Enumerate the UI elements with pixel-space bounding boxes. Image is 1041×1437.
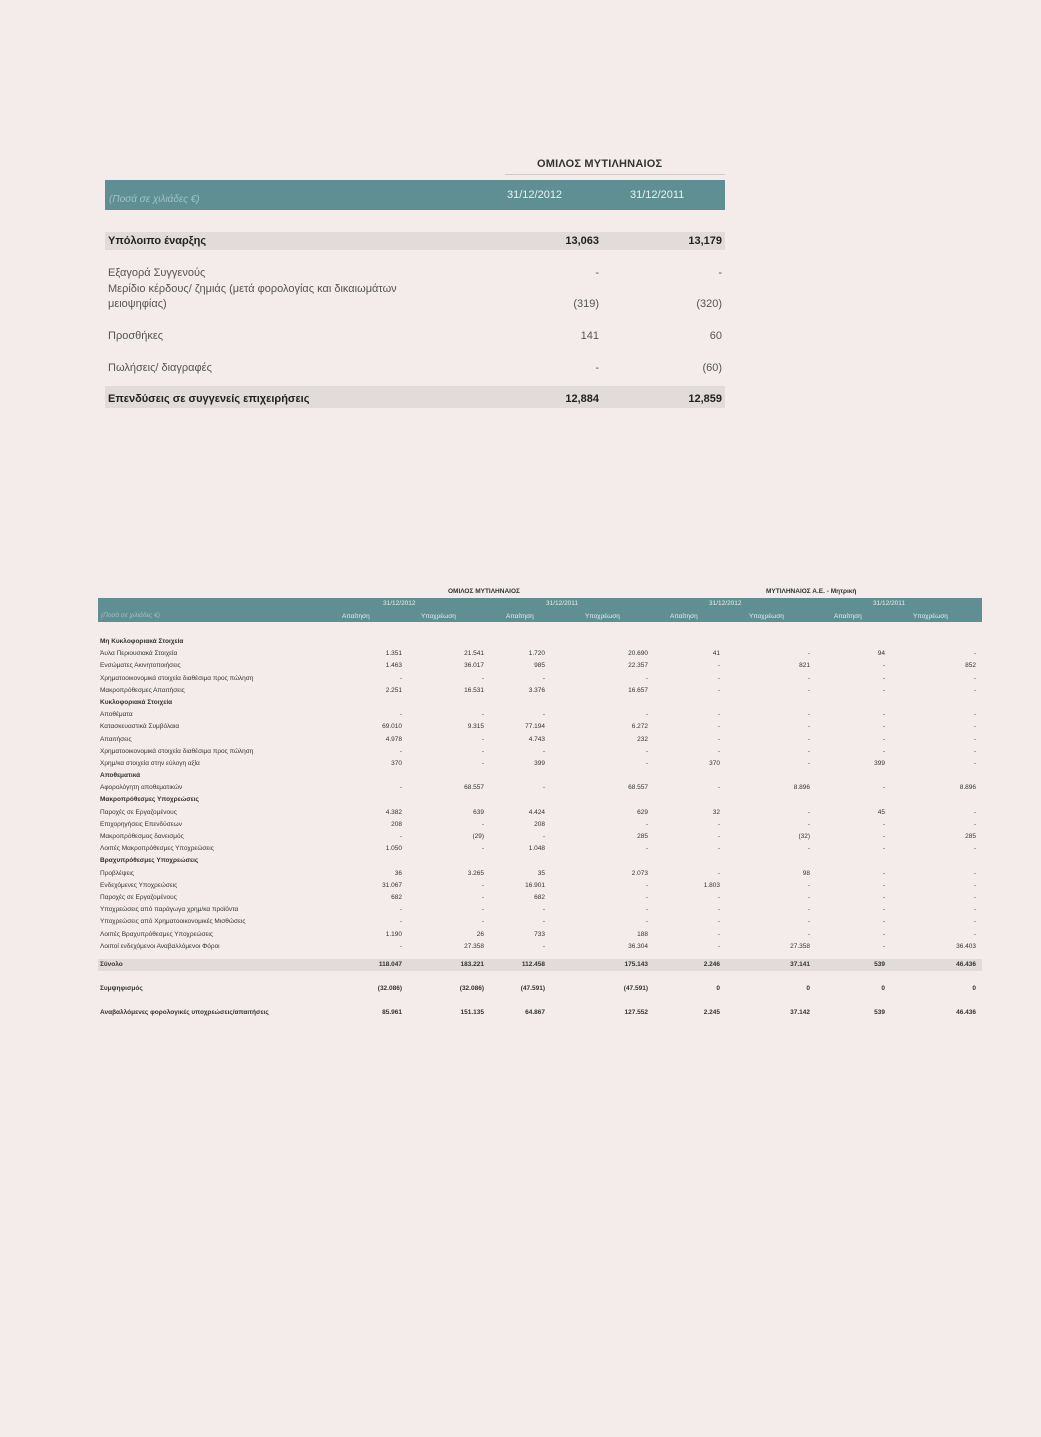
cell-value: (47.591) <box>520 985 545 993</box>
cell-value: 1.720 <box>528 650 545 658</box>
table-body <box>98 636 982 1019</box>
group-title-parent: ΜΥΤΙΛΗΝΑΙΟΣ Α.Ε. - Μητρική <box>766 588 857 595</box>
cell-value: - <box>399 942 402 950</box>
cell-value: 27.358 <box>464 942 484 950</box>
row-label: Ενσώματες Ακινητοποιήσεις <box>100 662 181 670</box>
cell-value: (32.086) <box>459 985 484 993</box>
cell-value: 2.251 <box>385 686 402 694</box>
cell-value: - <box>973 686 976 694</box>
table-row <box>98 746 982 758</box>
cell-value: 852 <box>965 662 976 670</box>
cell-value: - <box>717 918 720 926</box>
cell-value: 183.221 <box>460 960 484 968</box>
row-label: Συμψηφισμός <box>100 985 143 993</box>
row-label: Αποθέματα <box>100 711 133 719</box>
table-row-disposals <box>105 359 725 377</box>
cell-value: 1.190 <box>385 930 402 938</box>
cell-value: - <box>717 662 720 670</box>
cell-value: 2.073 <box>631 869 648 877</box>
row-label: Λοιπές Βραχυπρόθεσμες Υποχρεώσεις <box>100 930 214 938</box>
cell-value: 175.143 <box>624 960 648 968</box>
cell-value: 36.304 <box>628 942 648 950</box>
cell-value: (29) <box>472 833 484 840</box>
cell-value: - <box>645 747 648 755</box>
year-header: 31/12/2012 <box>709 600 742 607</box>
table-row <box>98 660 982 672</box>
cell-value: 22.357 <box>628 662 648 670</box>
cell-value: - <box>645 711 648 719</box>
table-row <box>98 709 982 721</box>
cell-value: 31.067 <box>382 881 402 889</box>
cell-value: 370 <box>391 759 402 767</box>
row-label: Κατασκευαστικά Συμβόλαια <box>100 723 180 731</box>
value-2011: 60 <box>709 330 722 342</box>
cell-value: - <box>481 845 484 853</box>
cell-value: 16.901 <box>525 881 545 889</box>
cell-value: - <box>645 820 648 828</box>
cell-value: - <box>807 686 810 694</box>
cell-value: 399 <box>534 759 545 767</box>
cell-value: (32.086) <box>377 985 402 993</box>
value-2012: 13,063 <box>565 235 599 247</box>
cell-value: 94 <box>877 650 885 658</box>
cell-value: 208 <box>534 820 545 828</box>
cell-value: - <box>807 711 810 719</box>
row-label: Μη Κυκλοφοριακά Στοιχεία <box>100 638 184 645</box>
cell-value: - <box>882 735 885 743</box>
table-row <box>98 904 982 916</box>
row-label: Σύνολο <box>100 960 123 968</box>
row-label: Λοιπές Μακροπρόθεσμες Υποχρεώσεις <box>100 845 214 853</box>
cell-value: - <box>717 723 720 731</box>
value-2011: 13,179 <box>688 235 722 247</box>
cell-value: - <box>882 820 885 828</box>
cell-value: - <box>481 759 484 767</box>
cell-value: 682 <box>534 893 545 901</box>
value-2012: - <box>595 267 599 279</box>
cell-value: - <box>717 893 720 901</box>
value-2011: (320) <box>696 298 722 310</box>
value-2012: - <box>595 362 599 374</box>
cell-value: - <box>807 918 810 926</box>
row-label: Αναβαλλόμενες φορολογικές υποχρεώσεις/απαιτήσεις <box>100 1009 269 1017</box>
table-row <box>98 916 982 928</box>
cell-value: - <box>973 808 976 816</box>
cell-value: 4.382 <box>385 808 402 816</box>
table-row <box>98 983 982 995</box>
cell-value: - <box>973 723 976 731</box>
cell-value: - <box>882 942 885 950</box>
cell-value: 8.896 <box>793 784 810 792</box>
cell-value: 35 <box>537 869 545 877</box>
table-row <box>98 892 982 904</box>
section-header-row <box>98 855 982 867</box>
year-header: 31/12/2012 <box>383 600 416 607</box>
row-label: Υποχρεώσεις από Χρηματοοικονομικές Μισθώσεις <box>100 918 246 926</box>
row-label: Προβλέψεις <box>100 869 135 877</box>
cell-value: - <box>973 820 976 828</box>
group-title: ΟΜΙΛΟΣ ΜΥΤΙΛΗΝΑΙΟΣ <box>537 158 663 170</box>
cell-value: - <box>399 918 402 926</box>
cell-value: 46.436 <box>956 1009 976 1017</box>
cell-value: 2.246 <box>703 960 720 968</box>
cell-value: - <box>717 735 720 743</box>
table-row-share-of-profit-cont <box>105 295 725 313</box>
row-label: Μερίδιο κέρδους/ ζημιάς (μετά φορολογίας και δικαιωμάτων <box>108 283 397 295</box>
group-underline <box>505 174 725 175</box>
cell-value: - <box>481 674 484 682</box>
cell-value: - <box>807 650 810 658</box>
cell-value: - <box>717 930 720 938</box>
cell-value: - <box>973 735 976 743</box>
cell-value: 0 <box>881 985 885 993</box>
cell-value: 1.048 <box>528 845 545 853</box>
cell-value: 6.272 <box>631 723 648 731</box>
row-label: Απαιτήσεις <box>100 735 132 743</box>
row-label: Μακροπρόθεσμες Υποχρεώσεις <box>100 796 199 804</box>
cell-value: - <box>645 845 648 853</box>
cell-value: - <box>717 686 720 694</box>
table-header <box>98 598 982 622</box>
cell-value: - <box>481 881 484 889</box>
cell-value: 3.265 <box>467 869 484 877</box>
cell-value: 46.436 <box>956 960 976 968</box>
cell-value: - <box>807 930 810 938</box>
cell-value: 9.315 <box>467 723 484 731</box>
row-label: Πωλήσεις/ διαγραφές <box>108 362 212 374</box>
cell-value: - <box>481 711 484 719</box>
cell-value: - <box>882 893 885 901</box>
cell-value: 2.245 <box>703 1009 720 1017</box>
cell-value: - <box>882 833 885 840</box>
cell-value: 0 <box>716 985 720 993</box>
cell-value: 1.463 <box>385 662 402 670</box>
row-label: Υποχρεώσεις από παράγωγα χρημ/κα προϊόντα <box>100 906 239 914</box>
table-row <box>98 880 982 892</box>
cell-value: - <box>882 711 885 719</box>
table-row <box>98 685 982 697</box>
cell-value: - <box>481 906 484 914</box>
table-row-additions <box>105 327 725 345</box>
table-row <box>98 673 982 685</box>
cell-value: - <box>973 881 976 889</box>
cell-value: - <box>717 833 720 840</box>
cell-value: - <box>645 674 648 682</box>
cell-value: 539 <box>874 960 885 968</box>
row-label: Προσθήκες <box>108 330 164 342</box>
table-row <box>98 929 982 941</box>
cell-value: - <box>399 674 402 682</box>
cell-value: - <box>645 881 648 889</box>
cell-value: - <box>542 918 545 926</box>
cell-value: - <box>717 869 720 877</box>
cell-value: 370 <box>709 759 720 767</box>
cell-value: 208 <box>391 820 402 828</box>
unit-label: (Ποσά σε χιλιάδες €) <box>109 194 200 205</box>
cell-value: - <box>542 906 545 914</box>
cell-value: - <box>807 723 810 731</box>
cell-value: - <box>717 942 720 950</box>
table-row <box>98 819 982 831</box>
cell-value: 68.557 <box>628 784 648 792</box>
cell-value: 188 <box>637 930 648 938</box>
cell-value: - <box>645 759 648 767</box>
cell-value: - <box>882 930 885 938</box>
table-row <box>98 758 982 770</box>
cell-value: - <box>399 747 402 755</box>
row-label: Παροχές σε Εργαζομένους <box>100 808 177 816</box>
cell-value: - <box>973 674 976 682</box>
row-label: Υπόλοιπο έναρξης <box>108 235 207 247</box>
cell-value: - <box>399 711 402 719</box>
table-row <box>98 831 982 843</box>
cell-value: 16.531 <box>464 686 484 694</box>
subcolumn-header: Απαίτηση <box>670 613 698 620</box>
cell-value: - <box>481 918 484 926</box>
cell-value: - <box>973 918 976 926</box>
cell-value: 285 <box>637 833 648 840</box>
cell-value: 27.358 <box>790 942 810 950</box>
cell-value: - <box>882 747 885 755</box>
table-row <box>98 721 982 733</box>
cell-value: 41 <box>712 650 720 658</box>
cell-value: - <box>481 820 484 828</box>
row-label: Λοιποί ενδεχόμενοι Αναβαλλόμενοι Φόροι <box>100 942 220 950</box>
cell-value: 68.557 <box>464 784 484 792</box>
cell-value: - <box>645 893 648 901</box>
cell-value: 4.743 <box>528 735 545 743</box>
cell-value: (47.591) <box>623 985 648 993</box>
cell-value: - <box>399 784 402 792</box>
cell-value: - <box>717 674 720 682</box>
cell-value: - <box>399 833 402 840</box>
cell-value: - <box>645 906 648 914</box>
table-row <box>98 941 982 953</box>
cell-value: - <box>807 808 810 816</box>
cell-value: 8.896 <box>959 784 976 792</box>
cell-value: 26 <box>476 930 484 938</box>
row-label: Κυκλοφοριακά Στοιχεία <box>100 698 173 706</box>
row-label: Εξαγορά Συγγενούς <box>108 267 206 279</box>
row-label: Επιχορηγήσεις Επενδύσεων <box>100 820 182 828</box>
column-header-2012: 31/12/2012 <box>507 189 563 201</box>
cell-value: - <box>717 747 720 755</box>
subcolumn-header: Απαίτηση <box>506 613 534 620</box>
table-row <box>98 807 982 819</box>
cell-value: - <box>973 845 976 853</box>
row-label: Αφορολόγητη αποθεματικών <box>100 784 183 792</box>
cell-value: 36.017 <box>464 662 484 670</box>
row-label: Επενδύσεις σε συγγενείς επιχειρήσεις <box>108 393 310 405</box>
cell-value: - <box>882 723 885 731</box>
cell-value: 4.978 <box>385 735 402 743</box>
cell-value: - <box>807 759 810 767</box>
section-header-row <box>98 794 982 806</box>
cell-value: - <box>542 747 545 755</box>
value-2011: - <box>718 267 722 279</box>
cell-value: 1.050 <box>385 845 402 853</box>
table-row-total-investments <box>105 386 725 408</box>
subcolumn-header: Υποχρέωση <box>749 613 784 620</box>
cell-value: - <box>807 820 810 828</box>
cell-value: - <box>882 906 885 914</box>
cell-value: 112.458 <box>521 960 545 968</box>
cell-value: - <box>542 674 545 682</box>
cell-value: - <box>807 747 810 755</box>
cell-value: 21.541 <box>464 650 484 658</box>
cell-value: 45 <box>877 808 885 816</box>
cell-value: 0 <box>806 985 810 993</box>
cell-value: - <box>973 930 976 938</box>
cell-value: - <box>807 893 810 901</box>
cell-value: 399 <box>874 759 885 767</box>
unit-label: (Ποσά σε χιλιάδες €) <box>101 612 160 619</box>
cell-value: 0 <box>972 985 976 993</box>
cell-value: - <box>882 869 885 877</box>
value-2012: 141 <box>580 330 599 342</box>
table-row <box>98 843 982 855</box>
row-label-continued: μειοψηφίας) <box>108 298 167 310</box>
cell-value: 629 <box>637 808 648 816</box>
group-title-group: ΟΜΙΛΟΣ ΜΥΤΙΛΗΝΑΙΟΣ <box>448 588 520 595</box>
cell-value: 77.194 <box>525 723 545 731</box>
cell-value: 232 <box>637 735 648 743</box>
cell-value: 151.135 <box>460 1009 484 1017</box>
cell-value: 36 <box>394 869 402 877</box>
cell-value: 20.690 <box>628 650 648 658</box>
cell-value: - <box>807 906 810 914</box>
table-row-opening-balance <box>105 232 725 250</box>
cell-value: - <box>807 845 810 853</box>
cell-value: 1.803 <box>703 881 720 889</box>
subcolumn-header: Απαίτηση <box>342 613 370 620</box>
cell-value: - <box>807 735 810 743</box>
cell-value: - <box>717 820 720 828</box>
cell-value: 69.010 <box>382 723 402 731</box>
section-header-row <box>98 697 982 709</box>
cell-value: - <box>807 674 810 682</box>
table-header <box>105 180 725 210</box>
cell-value: - <box>882 845 885 853</box>
cell-value: - <box>973 747 976 755</box>
row-label: Χρηματοοικονομικά στοιχεία διαθέσιμα προς πώληση <box>100 747 254 755</box>
table-row <box>98 648 982 660</box>
cell-value: - <box>481 735 484 743</box>
cell-value: - <box>717 711 720 719</box>
cell-value: - <box>973 906 976 914</box>
cell-value: 118.047 <box>378 960 402 968</box>
cell-value: 733 <box>534 930 545 938</box>
cell-value: - <box>542 711 545 719</box>
cell-value: 98 <box>802 869 810 877</box>
year-header: 31/12/2011 <box>546 600 579 607</box>
cell-value: 985 <box>534 662 545 670</box>
value-2011: (60) <box>702 362 722 374</box>
cell-value: 539 <box>874 1009 885 1017</box>
row-label: Αποθεματικά <box>100 772 141 780</box>
cell-value: - <box>481 893 484 901</box>
cell-value: - <box>807 881 810 889</box>
cell-value: 32 <box>712 808 720 816</box>
row-label: Παροχές σε Εργαζομένους <box>100 893 177 901</box>
cell-value: - <box>882 662 885 670</box>
cell-value: 37.142 <box>790 1009 810 1017</box>
subcolumn-header: Υποχρέωση <box>913 613 948 620</box>
section-header-row <box>98 770 982 782</box>
cell-value: 16.657 <box>628 686 648 694</box>
row-label: Χρηματοοικονομικά στοιχεία διαθέσιμα προς πώληση <box>100 674 254 682</box>
cell-value: - <box>717 784 720 792</box>
cell-value: - <box>542 784 545 792</box>
total-row <box>98 959 982 971</box>
cell-value: - <box>973 759 976 767</box>
cell-value: 3.376 <box>528 686 545 694</box>
value-2011: 12,859 <box>688 393 722 405</box>
cell-value: - <box>882 674 885 682</box>
value-2012: 12,884 <box>565 393 599 405</box>
cell-value: 821 <box>799 662 810 670</box>
row-label: Άυλα Περιουσιακά Στοιχεία <box>100 650 178 658</box>
cell-value: 1.351 <box>385 650 402 658</box>
cell-value: - <box>882 881 885 889</box>
cell-value: 36.403 <box>956 942 976 950</box>
cell-value: 682 <box>391 893 402 901</box>
row-label: Χρημ/κα στοιχεία στην εύλογη αξία <box>100 759 200 767</box>
cell-value: - <box>717 906 720 914</box>
table-row <box>98 734 982 746</box>
table-row <box>98 868 982 880</box>
cell-value: 639 <box>473 808 484 816</box>
cell-value: - <box>973 893 976 901</box>
cell-value: (32) <box>798 833 810 840</box>
section-header-row <box>98 636 982 648</box>
cell-value: - <box>882 918 885 926</box>
row-label: Μακροπρόθεσμος δανεισμός <box>100 833 184 840</box>
cell-value: 127.552 <box>624 1009 648 1017</box>
row-label: Ενδεχόμενες Υποχρεώσεις <box>100 881 178 889</box>
subcolumn-header: Υποχρέωση <box>585 613 620 620</box>
cell-value: - <box>973 711 976 719</box>
year-header: 31/12/2011 <box>873 600 906 607</box>
cell-value: - <box>645 918 648 926</box>
cell-value: - <box>717 845 720 853</box>
value-2012: (319) <box>573 298 599 310</box>
subcolumn-header: Υποχρέωση <box>421 613 456 620</box>
table-row <box>98 782 982 794</box>
cell-value: - <box>973 869 976 877</box>
cell-value: - <box>542 942 545 950</box>
cell-value: - <box>973 650 976 658</box>
column-header-2011: 31/12/2011 <box>630 189 685 201</box>
cell-value: 64.867 <box>525 1009 545 1017</box>
cell-value: 37.141 <box>790 960 810 968</box>
cell-value: - <box>481 747 484 755</box>
subcolumn-header: Απαίτηση <box>834 613 862 620</box>
row-label: Βραχυπρόθεσμες Υποχρεώσεις <box>100 857 199 865</box>
cell-value: - <box>542 833 545 840</box>
row-label: Μακροπρόθεσμες Απαιτήσεις <box>100 686 185 694</box>
table-row <box>98 1007 982 1019</box>
cell-value: 85.961 <box>382 1009 402 1017</box>
cell-value: 285 <box>965 833 976 840</box>
cell-value: - <box>882 784 885 792</box>
cell-value: - <box>882 686 885 694</box>
cell-value: 4.424 <box>528 808 545 816</box>
cell-value: - <box>399 906 402 914</box>
